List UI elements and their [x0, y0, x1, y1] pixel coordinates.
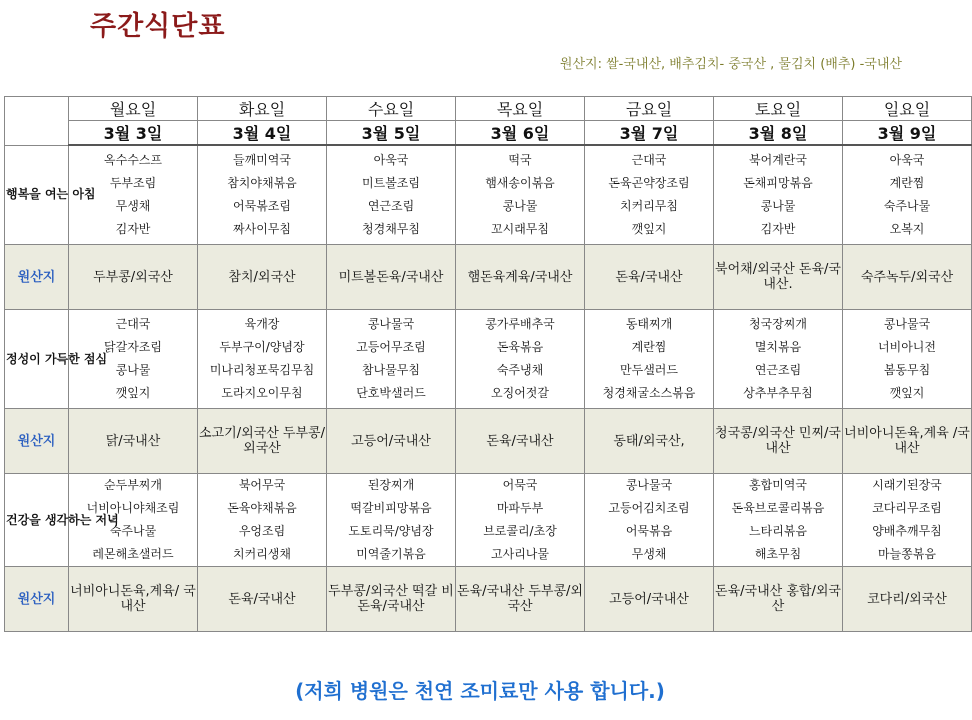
menu-item-list	[328, 477, 454, 563]
menu-item: 고등어김치조림	[608, 501, 690, 515]
origin-cell: 돈육/국내산	[198, 567, 327, 632]
menu-item: 고등어무조림	[356, 340, 426, 354]
menu-item-list	[328, 152, 454, 238]
meal-cell	[198, 310, 327, 409]
weekly-menu-table	[4, 96, 972, 632]
menu-item: 숙주나물	[109, 524, 157, 538]
menu-item-list	[586, 316, 712, 402]
menu-item: 어묵볶조림	[233, 199, 291, 213]
meal-cell	[456, 310, 585, 409]
origin-row	[5, 567, 972, 632]
date-header-row	[5, 121, 972, 146]
menu-item: 참나물무침	[362, 363, 420, 377]
meal-cell	[714, 310, 843, 409]
day-header: 토요일	[714, 97, 843, 121]
menu-item: 시래기된장국	[872, 478, 942, 492]
origin-cell: 돈육/국내산	[585, 245, 714, 310]
menu-item: 상추부추무침	[743, 386, 813, 400]
menu-item: 어묵국	[502, 478, 538, 492]
menu-item: 만두샐러드	[620, 363, 678, 377]
menu-item-list	[457, 477, 583, 563]
origin-cell: 코다리/외국산	[843, 567, 972, 632]
meal-cell	[456, 145, 585, 245]
menu-item: 돈채피망볶음	[743, 176, 813, 190]
meal-row	[5, 310, 972, 409]
meal-label: 행복을 여는 아침	[5, 145, 69, 245]
meal-cell	[843, 474, 972, 567]
menu-item: 단호박샐러드	[356, 386, 426, 400]
menu-item: 숙주냉채	[496, 363, 544, 377]
date-header: 3월 5일	[327, 121, 456, 146]
origin-label: 원산지	[5, 567, 69, 632]
menu-item: 어묵볶음	[625, 524, 673, 538]
menu-item-list	[844, 316, 970, 402]
menu-item: 계란찜	[631, 340, 667, 354]
menu-item-list	[715, 477, 841, 563]
meal-cell	[327, 310, 456, 409]
menu-item: 육개장	[244, 317, 280, 331]
menu-item: 숙주나물	[883, 199, 931, 213]
date-header: 3월 9일	[843, 121, 972, 146]
meal-cell	[327, 145, 456, 245]
menu-item: 김자반	[115, 222, 151, 236]
menu-item: 깻잎지	[889, 386, 925, 400]
menu-item: 도토리묵/양념장	[348, 524, 434, 538]
menu-item: 옥수수스프	[104, 153, 162, 167]
origin-cell: 고등어/국내산	[327, 409, 456, 474]
menu-item: 무생채	[115, 199, 151, 213]
corner-cell	[5, 97, 69, 146]
menu-item: 양배추깨무침	[872, 524, 942, 538]
day-header: 목요일	[456, 97, 585, 121]
menu-item: 무생채	[631, 547, 667, 561]
menu-item: 된장찌개	[367, 478, 415, 492]
menu-item: 너비아니전	[878, 340, 936, 354]
menu-item: 우엉조림	[238, 524, 286, 538]
day-header-row	[5, 97, 972, 121]
origin-cell: 참치/외국산	[198, 245, 327, 310]
meal-cell	[327, 474, 456, 567]
origin-cell: 돈육/국내산 두부콩/외국산	[456, 567, 585, 632]
menu-item: 돈육곤약장조림	[608, 176, 690, 190]
meal-cell	[585, 474, 714, 567]
menu-item-list	[328, 316, 454, 402]
origin-label: 원산지	[5, 409, 69, 474]
meal-cell	[843, 145, 972, 245]
menu-item: 느타리볶음	[749, 524, 807, 538]
menu-item: 아욱국	[373, 153, 409, 167]
menu-item-list	[199, 477, 325, 563]
menu-item: 코다리무조림	[872, 501, 942, 515]
footer-note: (저희 병원은 천연 조미료만 사용 합니다.)	[295, 679, 665, 703]
meal-cell	[198, 145, 327, 245]
menu-item: 근대국	[631, 153, 667, 167]
origin-cell: 너비아니돈육,계육 /국내산	[843, 409, 972, 474]
menu-item: 고사리나물	[491, 547, 549, 561]
menu-item: 북어계란국	[749, 153, 807, 167]
menu-item: 콩나물	[115, 363, 151, 377]
origin-cell: 햄돈육계육/국내산	[456, 245, 585, 310]
menu-item: 치커리무침	[620, 199, 678, 213]
meal-row	[5, 145, 972, 245]
menu-item: 봄동무침	[883, 363, 931, 377]
menu-item: 마파두부	[496, 501, 544, 515]
menu-item: 계란찜	[889, 176, 925, 190]
menu-item: 돈육볶음	[496, 340, 544, 354]
menu-item-list	[586, 477, 712, 563]
menu-item: 아욱국	[889, 153, 925, 167]
menu-item-list	[199, 316, 325, 402]
day-header: 일요일	[843, 97, 972, 121]
menu-item-list	[586, 152, 712, 238]
date-header: 3월 3일	[69, 121, 198, 146]
menu-item: 미역줄기볶음	[356, 547, 426, 561]
origin-cell: 너비아니돈육,계육/ 국내산	[69, 567, 198, 632]
menu-item-list	[715, 316, 841, 402]
menu-item: 깻잎지	[115, 386, 151, 400]
date-header: 3월 4일	[198, 121, 327, 146]
menu-item: 동태찌개	[625, 317, 673, 331]
menu-item: 청경채굴소스볶음	[602, 386, 696, 400]
menu-item: 근대국	[115, 317, 151, 331]
origin-cell: 고등어/국내산	[585, 567, 714, 632]
menu-item: 짜사이무침	[233, 222, 291, 236]
origin-note: 원산지: 쌀-국내산, 배추김치- 중국산 , 물김치 (배추) -국내산	[559, 57, 902, 72]
menu-item: 참치야채볶음	[227, 176, 297, 190]
menu-item-list	[844, 477, 970, 563]
menu-item: 북어무국	[238, 478, 286, 492]
menu-item: 콩나물	[760, 199, 796, 213]
menu-item: 레몬해초샐러드	[92, 547, 174, 561]
menu-item: 연근조림	[367, 199, 415, 213]
menu-item: 김자반	[760, 222, 796, 236]
menu-item: 미트볼조림	[362, 176, 420, 190]
menu-item-list	[457, 152, 583, 238]
origin-cell: 청국콩/외국산 민찌/국내산	[714, 409, 843, 474]
meal-label: 정성이 가득한 점심	[5, 310, 69, 409]
origin-cell: 돈육/국내산	[456, 409, 585, 474]
menu-item: 떡갈비피망볶음	[350, 501, 432, 515]
meal-cell	[585, 310, 714, 409]
menu-item: 두부구이/양념장	[219, 340, 305, 354]
menu-item: 콩나물국	[883, 317, 931, 331]
day-header: 금요일	[585, 97, 714, 121]
menu-item: 연근조림	[754, 363, 802, 377]
menu-item: 오복지	[889, 222, 925, 236]
meal-cell	[714, 474, 843, 567]
menu-item: 오징어젓갈	[491, 386, 549, 400]
menu-item: 돈육야채볶음	[227, 501, 297, 515]
menu-item: 순두부찌개	[104, 478, 162, 492]
date-header: 3월 6일	[456, 121, 585, 146]
menu-item: 너비아니야채조림	[86, 501, 180, 515]
menu-item: 꼬시래무침	[491, 222, 549, 236]
origin-cell: 두부콩/외국산	[69, 245, 198, 310]
menu-item-list	[715, 152, 841, 238]
menu-item-list	[457, 316, 583, 402]
menu-item-list	[844, 152, 970, 238]
date-header: 3월 8일	[714, 121, 843, 146]
menu-item: 청국장찌개	[749, 317, 807, 331]
origin-cell: 동태/외국산,	[585, 409, 714, 474]
meal-label: 건강을 생각하는 저녁	[5, 474, 69, 567]
menu-item: 미나리청포묵김무침	[209, 363, 315, 377]
origin-label: 원산지	[5, 245, 69, 310]
menu-item: 콩나물국	[367, 317, 415, 331]
meal-cell	[456, 474, 585, 567]
day-header: 수요일	[327, 97, 456, 121]
origin-cell: 숙주녹두/외국산	[843, 245, 972, 310]
origin-cell: 닭/국내산	[69, 409, 198, 474]
origin-cell: 소고기/외국산 두부콩/외국산	[198, 409, 327, 474]
menu-item: 도라지오이무침	[221, 386, 303, 400]
meal-cell	[198, 474, 327, 567]
meal-cell	[714, 145, 843, 245]
origin-row	[5, 409, 972, 474]
menu-item: 치커리생채	[233, 547, 291, 561]
origin-cell: 돈육/국내산 홍합/외국산	[714, 567, 843, 632]
day-header: 월요일	[69, 97, 198, 121]
menu-item: 멸치볶음	[754, 340, 802, 354]
meal-row	[5, 474, 972, 567]
date-header: 3월 7일	[585, 121, 714, 146]
menu-item: 돈육브로콜리볶음	[731, 501, 825, 515]
menu-item-list	[199, 152, 325, 238]
origin-cell: 두부콩/외국산 떡갈 비돈육/국내산	[327, 567, 456, 632]
origin-row	[5, 245, 972, 310]
menu-item: 홍합미역국	[749, 478, 807, 492]
menu-item: 햄새송이볶음	[485, 176, 555, 190]
menu-item: 청경채무침	[362, 222, 420, 236]
menu-item: 닭갈자조림	[104, 340, 162, 354]
menu-item: 들깨미역국	[233, 153, 291, 167]
menu-item: 깻잎지	[631, 222, 667, 236]
origin-cell: 미트볼돈육/국내산	[327, 245, 456, 310]
menu-item: 마늘쫑볶음	[878, 547, 936, 561]
page-title: 주간식단표	[90, 11, 226, 42]
meal-cell	[843, 310, 972, 409]
day-header: 화요일	[198, 97, 327, 121]
menu-item: 콩가루배추국	[485, 317, 555, 331]
menu-item: 떡국	[508, 153, 532, 167]
meal-cell	[585, 145, 714, 245]
menu-item: 브로콜리/초장	[483, 524, 557, 538]
menu-item: 두부조림	[109, 176, 157, 190]
menu-item: 콩나물	[502, 199, 538, 213]
origin-cell: 북어채/외국산 돈육/국내산.	[714, 245, 843, 310]
menu-item: 콩나물국	[625, 478, 673, 492]
menu-item: 해초무침	[754, 547, 802, 561]
